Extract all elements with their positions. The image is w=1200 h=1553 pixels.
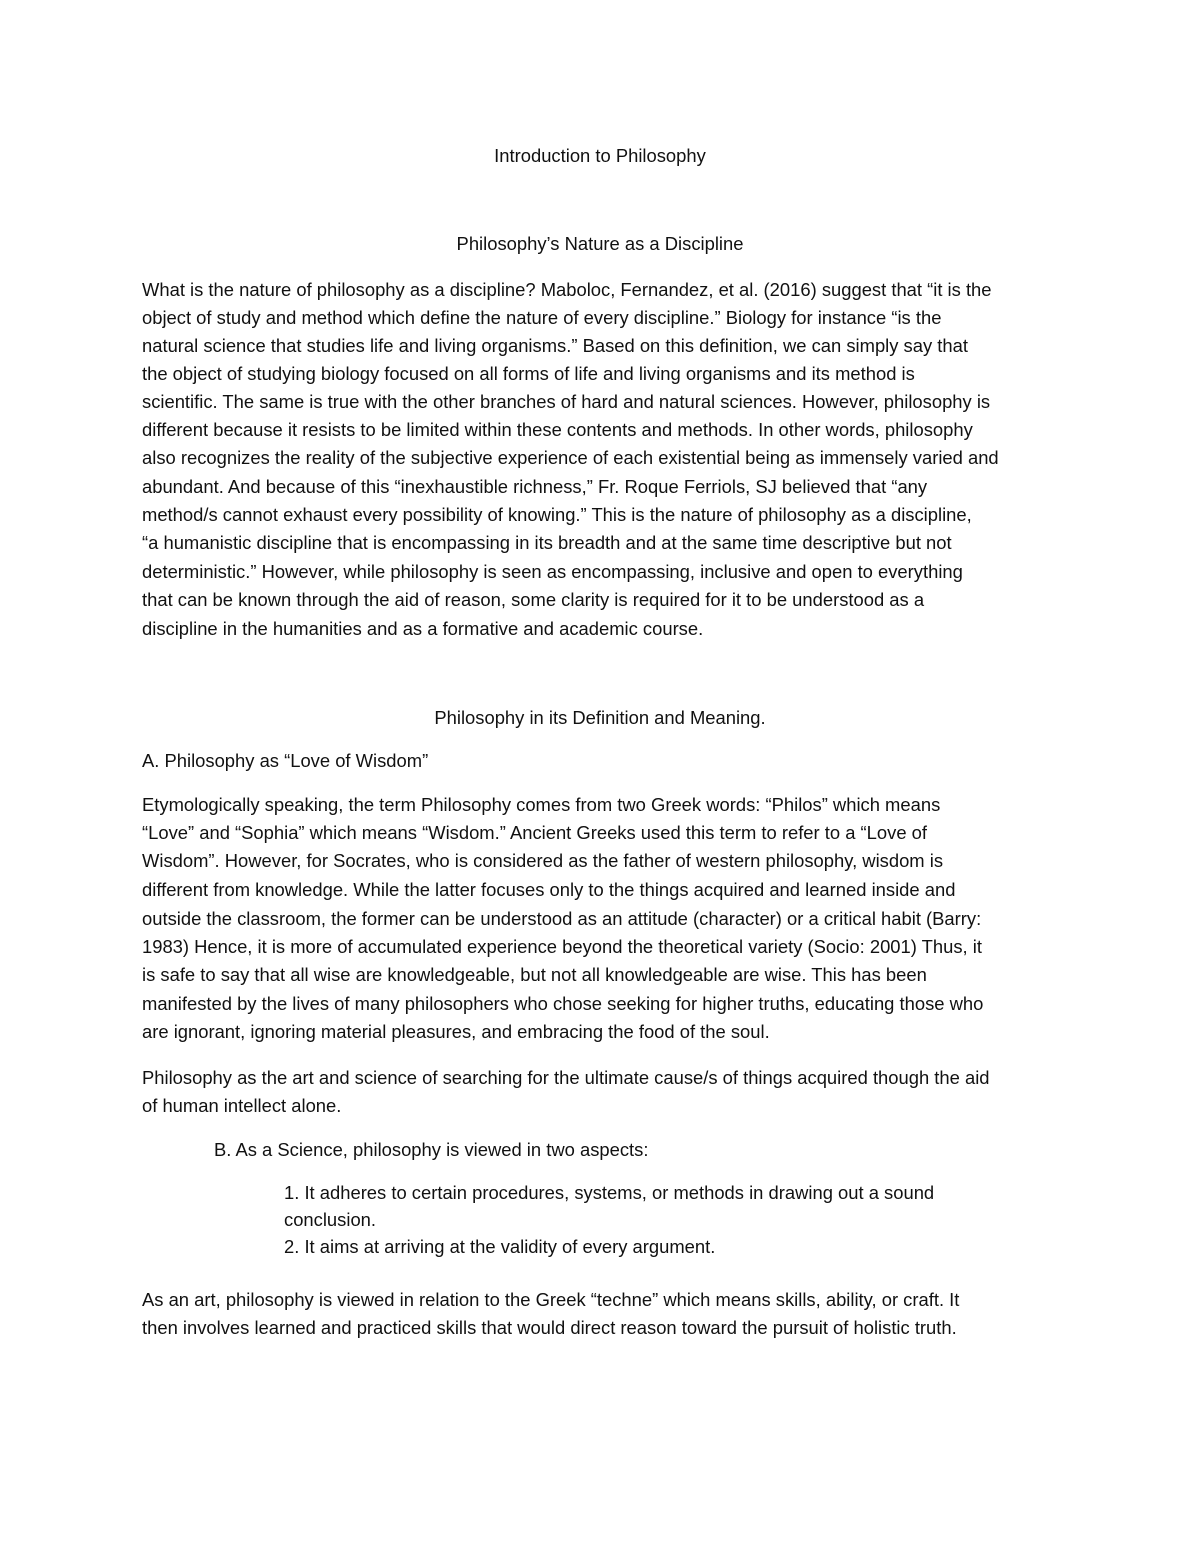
text-line: discipline in the humanities and as a formative and academic course. (142, 618, 704, 639)
text-line: that can be known through the aid of reason, some clarity is required for it to be understood as a (142, 589, 925, 610)
text-line: “Love” and “Sophia” which means “Wisdom.” Ancient Greeks used this term to refer to a “Love of (142, 822, 928, 843)
list-item: 2. It aims at arriving at the validity of every argument. (284, 1236, 716, 1257)
text-line: Philosophy as the art and science of searching for the ultimate cause/s of things acquired though the aid (142, 1067, 990, 1088)
text-line: manifested by the lives of many philosophers who chose seeking for higher truths, educating those who (142, 993, 984, 1014)
text-line: are ignorant, ignoring material pleasures, and embracing the food of the soul. (142, 1021, 770, 1042)
text-line: Etymologically speaking, the term Philosophy comes from two Greek words: “Philos” which means (142, 794, 941, 815)
document-title: Introduction to Philosophy (494, 145, 706, 166)
section-heading-definition: Philosophy in its Definition and Meaning. (434, 707, 766, 728)
text-line: is safe to say that all wise are knowledgeable, but not all knowledgeable are wise. This has been (142, 964, 927, 985)
text-line: the object of studying biology focused on all forms of life and living organisms and its method is (142, 363, 915, 384)
text-line: also recognizes the reality of the subjective experience of each existential being as immensely varied and (142, 447, 999, 468)
text-line: natural science that studies life and living organisms.” Based on this definition, we can simply say that (142, 335, 968, 356)
text-line: deterministic.” However, while philosophy is seen as encompassing, inclusive and open to everything (142, 561, 963, 582)
list-item: 1. It adheres to certain procedures, systems, or methods in drawing out a sound (284, 1182, 935, 1203)
text-line: 1983) Hence, it is more of accumulated experience beyond the theoretical variety (Socio: 2001) Thus, it (142, 936, 982, 957)
text-line: scientific. The same is true with the other branches of hard and natural sciences. However, philosophy is (142, 391, 991, 412)
text-line: “a humanistic discipline that is encompassing in its breadth and at the same time descriptive but not (142, 532, 952, 553)
text-line: What is the nature of philosophy as a discipline? Maboloc, Fernandez, et al. (2016) suggest that “it is the (142, 279, 992, 300)
text-line: different because it resists to be limited within these contents and methods. In other words, philosophy (142, 419, 973, 440)
section-heading-nature: Philosophy’s Nature as a Discipline (456, 233, 744, 254)
subheading-as-science: B. As a Science, philosophy is viewed in two aspects: (214, 1139, 649, 1160)
text-line: method/s cannot exhaust every possibility of knowing.” This is the nature of philosophy as a discipline, (142, 504, 972, 525)
text-line: Wisdom”. However, for Socrates, who is considered as the father of western philosophy, wisdom is (142, 850, 944, 871)
text-line: object of study and method which define the nature of every discipline.” Biology for instance “is the (142, 307, 942, 328)
text-line: abundant. And because of this “inexhaustible richness,” Fr. Roque Ferriols, SJ believed that “any (142, 476, 928, 497)
text-line: different from knowledge. While the latter focuses only to the things acquired and learned inside and (142, 879, 956, 900)
text-line: then involves learned and practiced skills that would direct reason toward the pursuit of holistic truth. (142, 1317, 957, 1338)
text-line: As an art, philosophy is viewed in relation to the Greek “techne” which means skills, ability, or craft. It (142, 1289, 960, 1310)
text-line: of human intellect alone. (142, 1095, 342, 1116)
subheading-love-of-wisdom: A. Philosophy as “Love of Wisdom” (142, 750, 429, 771)
text-line: outside the classroom, the former can be understood as an attitude (character) or a critical habit (Barry: (142, 908, 982, 929)
list-item-continuation: conclusion. (284, 1209, 377, 1230)
